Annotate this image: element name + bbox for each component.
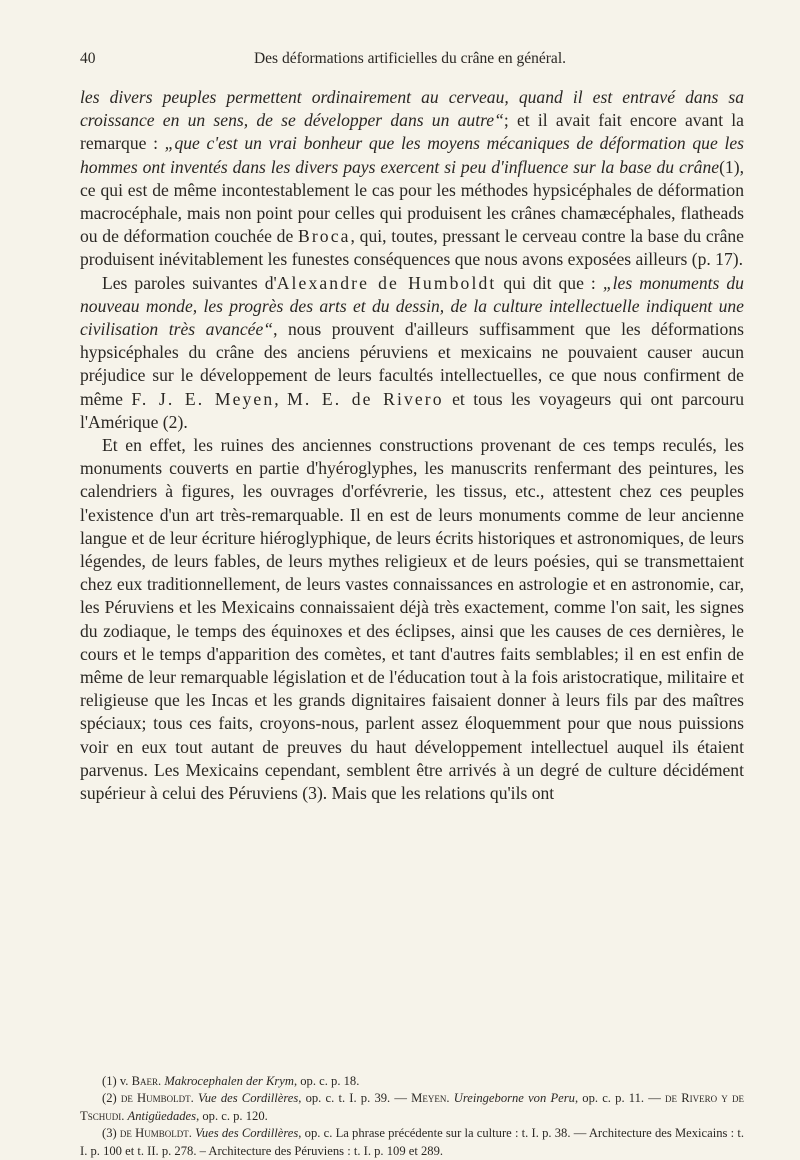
text-run: , op. c. p. 18. bbox=[293, 1074, 360, 1088]
footnote-marker: (1) v. bbox=[102, 1074, 132, 1088]
text-run: , op. c. La phrase précédente sur la culture : t. I. p. 38. — Architecture des Mexicains : t. I. p. 100 et t. II. p. 278. – Architecture des Péruviens : t. I. p. 109 et 289. bbox=[80, 1126, 744, 1158]
citation-title: Vues des Cordillères bbox=[195, 1126, 299, 1141]
citation-title: Vue des Cordillères bbox=[198, 1091, 299, 1106]
author-name: Alexandre de Humboldt bbox=[276, 272, 497, 293]
footnotes bbox=[80, 1073, 744, 1160]
text-run: , op. c. t. I. p. 39. — bbox=[298, 1091, 412, 1106]
author-name: F. J. E. Meyen bbox=[131, 388, 275, 409]
footnote-marker: (2) bbox=[102, 1091, 121, 1106]
citation-author: de Humboldt bbox=[120, 1091, 191, 1106]
text-run: . bbox=[190, 1091, 198, 1106]
citation-author: Meyen bbox=[411, 1091, 447, 1106]
paragraph-3 bbox=[80, 434, 744, 805]
footnote-marker: (3) bbox=[102, 1126, 120, 1141]
main-text bbox=[80, 86, 744, 805]
citation-author: Baer bbox=[131, 1074, 159, 1088]
italic-quote: „les monuments du nouveau monde, les progrès des arts et du dessin, de la culture intellectuelle indiquent une civilisation très avancée“ bbox=[80, 272, 744, 340]
text-run: (1), ce qui est de même incontestablement le cas pour les méthodes hypsicéphales de déformation macrocéphale, mais non point pour celles qui produisent les crânes chamæcéphales, flatheads ou de déformation couchée de bbox=[80, 156, 744, 247]
citation-title: Ureingeborne von Peru bbox=[453, 1091, 575, 1106]
author-name: M. E. de Rivero bbox=[287, 388, 444, 409]
text-run: . bbox=[121, 1108, 128, 1123]
text-run: ; et il avait fait encore avant la remarque : bbox=[80, 110, 744, 154]
footnote-2 bbox=[80, 1090, 744, 1125]
paragraph-2 bbox=[80, 272, 744, 434]
footnote-1 bbox=[80, 1073, 744, 1090]
text-run: . bbox=[188, 1126, 196, 1141]
footnote-3 bbox=[80, 1125, 744, 1160]
text-run: , qui, toutes, pressant le cerveau contre la base du crâne produisent inévitablement les funestes conséquences que nous avons exposées ailleurs (p. 17). bbox=[80, 226, 744, 270]
text-run: , op. c. p. 11. — bbox=[574, 1091, 666, 1106]
text-run: . bbox=[158, 1074, 165, 1088]
citation-title: Makrocephalen der Krym bbox=[164, 1074, 294, 1088]
text-run: qui dit que : bbox=[496, 272, 603, 293]
page-number: 40 bbox=[80, 50, 96, 67]
citation-title: Antigüedades bbox=[127, 1108, 197, 1123]
text-run: , op. c. p. 120. bbox=[196, 1108, 268, 1123]
citation-author: de Humboldt bbox=[119, 1126, 189, 1141]
citation-author: de Rivero y de Tschudi bbox=[80, 1091, 744, 1123]
italic-quote: les divers peuples permettent ordinairement au cerveau, quand il est entravé dans sa croissance en un sens, de se développer dans un autre“ bbox=[80, 87, 744, 131]
author-name: Broca bbox=[297, 226, 351, 247]
text-run: , bbox=[274, 388, 288, 409]
running-title: Des déformations artificielles du crâne en général. bbox=[253, 50, 566, 67]
text-run: . bbox=[446, 1091, 454, 1106]
paragraph-1 bbox=[80, 86, 744, 272]
text-run: Les paroles suivantes d' bbox=[102, 272, 277, 293]
italic-quote: „que c'est un vrai bonheur que les moyens mécaniques de déformation que les hommes ont inventés dans les divers pays exercent si peu d'influence sur la base du crâne bbox=[80, 133, 744, 177]
text-run: Et en effet, les ruines des anciennes constructions provenant de ces temps reculés, les monuments couverts en partie d'hyéroglyphes, les manuscrits renfermant des peintures, les calendriers à figures, les ouvrages d'orfévrerie, les tissus, etc., attestent chez ces peuples l'existence d'un art très-remarquable. Il en est de leurs monuments comme de leur ancienne langue et de leur écriture hiéroglyphique, de leurs écrits historiques et astronomiques, de leurs légendes, de leurs fables, de leurs mythes religieux et de leurs poésies, qui se transmettaient chez eux traditionnellement, de leurs vastes connaissances en astrologie et en astronomie, car, les Péruviens et les Mexicains connaissaient déjà très exactement, comme l'on sait, les signes du zodiaque, le temps des équinoxes et des éclipses, ainsi que les causes de ces dernières, le cours et le temps d'apparition des comètes, et tant d'autres faits semblables; il en est enfin de même de leur remarquable législation et de l'éducation tout à la fois aristocratique, militaire et religieuse que les Incas et les grands dignitaires faisaient donner à leurs fils par des maîtres spéciaux; tous ces faits, croyons-nous, parlent assez éloquemment pour que nous puissions voir en eux tout autant de preuves du haut développement intellectuel auquel ils étaient parvenus. Les Mexicains cependant, semblent être arrivés à un degré de culture décidément supérieur à celui des Péruviens (3). Mais que les relations qu'ils ont bbox=[80, 435, 744, 804]
text-run: , nous prouvent d'ailleurs suffisamment que les déformations hypsicéphales du crâne des anciens péruviens et mexicains ne pouvaient causer aucun préjudice sur le développement de leurs facultés intellectuelles, ce que nous confirment de même bbox=[80, 319, 744, 409]
text-run: et tous les voyageurs qui ont parcouru l'Amérique (2). bbox=[80, 388, 744, 432]
